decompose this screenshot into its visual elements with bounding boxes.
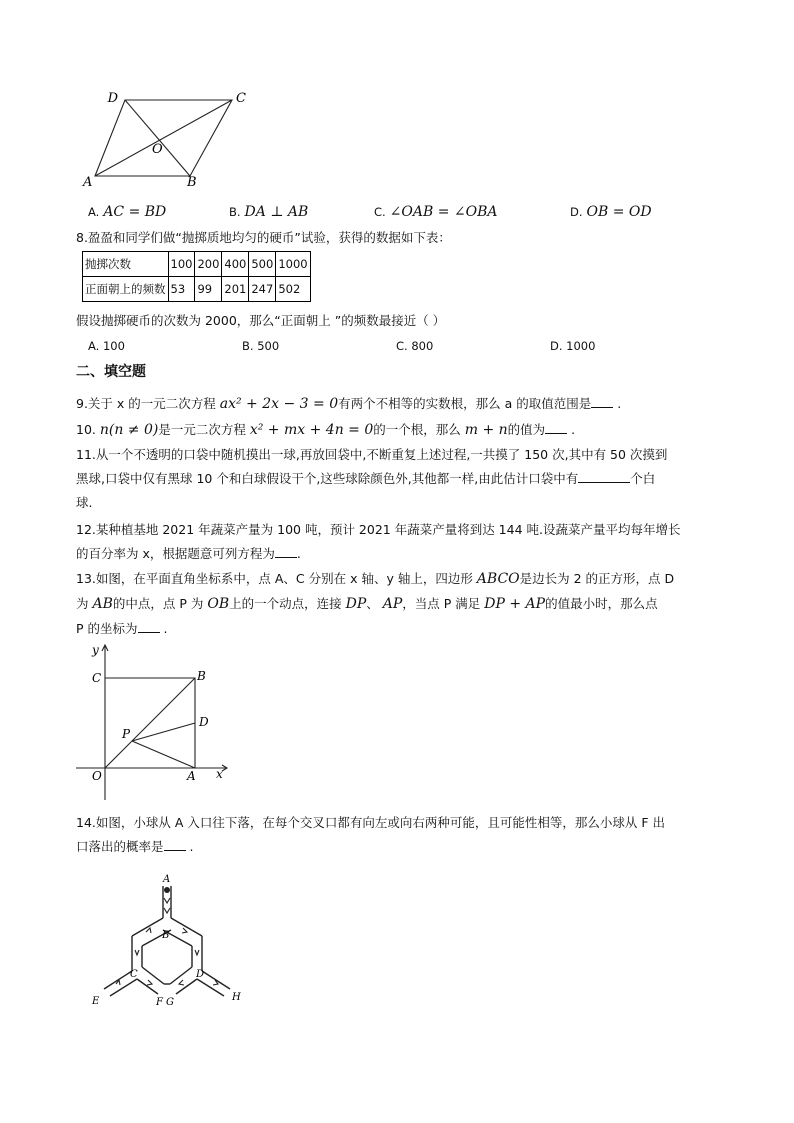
label-C: C xyxy=(92,671,102,685)
q13-line1: 13.如图，在平面直角坐标系中，点 A、C 分别在 x 轴、y 轴上，四边形 ABCO是边长为 2 的正方形，点 D xyxy=(76,571,675,587)
section-title: 二、填空题 xyxy=(76,364,146,380)
label-H: H xyxy=(232,992,241,1003)
answer-blank[interactable] xyxy=(138,632,160,633)
q12-line1: 12.某种植基地 2021 年蔬菜产量为 100 吨，预计 2021 年蔬菜产量将到达 144 吨.设蔬菜产量平均每年增长 xyxy=(76,522,681,537)
label-D: D xyxy=(196,969,205,980)
parallelogram-figure xyxy=(80,88,250,192)
label-D: D xyxy=(107,91,118,106)
q8-stem: 8.盈盈和同学们做“抛掷质地均匀的硬币”试验，获得的数据如下表： xyxy=(76,230,451,245)
label-B: B xyxy=(187,175,197,190)
q7-option-a[interactable]: A. AC = BD xyxy=(88,204,167,220)
ball-pipe-figure xyxy=(90,874,250,1009)
label-A: A xyxy=(187,769,196,783)
label-y: y xyxy=(92,643,99,657)
q11-line3: 球. xyxy=(76,495,93,510)
table-row xyxy=(83,277,311,302)
answer-blank[interactable] xyxy=(164,850,186,851)
label-O: O xyxy=(152,142,163,157)
table-cell: 200 xyxy=(195,252,222,277)
table-cell: 502 xyxy=(276,277,310,302)
label-O: O xyxy=(92,769,102,783)
q8-option-c[interactable]: C. 800 xyxy=(396,339,434,353)
coordinate-square-figure xyxy=(70,640,240,802)
table-cell: 500 xyxy=(249,252,276,277)
answer-blank[interactable] xyxy=(275,557,297,558)
label-C: C xyxy=(130,969,138,980)
table-cell: 53 xyxy=(168,277,195,302)
q13-line3: P 的坐标为 . xyxy=(76,621,168,636)
table-cell: 99 xyxy=(195,277,222,302)
table-cell: 201 xyxy=(222,277,249,302)
q8-option-d[interactable]: D. 1000 xyxy=(550,339,596,353)
label-P: P xyxy=(122,727,131,741)
q11-line2: 黑球,口袋中仅有黑球 10 个和白球假设干个,这些球除颜色外,其他都一样,由此估计口袋中有 个白 xyxy=(76,471,656,486)
answer-blank[interactable] xyxy=(578,482,630,483)
q13-line2: 为 AB的中点，点 P 为 OB上的一个动点，连接 DP、 AP，当点 P 满足 DP + AP的值最小时，那么点 xyxy=(76,596,658,612)
answer-blank[interactable] xyxy=(545,433,567,434)
table-header-cell: 正面朝上的频数 xyxy=(83,277,169,302)
q14-line2: 口落出的概率是 . xyxy=(76,839,194,854)
label-E: E xyxy=(92,996,100,1007)
label-A: A xyxy=(83,175,93,190)
label-B: B xyxy=(197,669,206,683)
table-cell: 400 xyxy=(222,252,249,277)
q8-option-a[interactable]: A. 100 xyxy=(88,339,125,353)
answer-blank[interactable] xyxy=(591,407,613,408)
q10-text: 10. n(n ≠ 0)是一元二次方程 x² + mx + 4n = 0的一个根，那么 m + n的值为 . xyxy=(76,422,576,438)
q12-line2: 的百分率为 x，根据题意可列方程为 . xyxy=(76,546,301,561)
table-row xyxy=(83,252,311,277)
label-D: D xyxy=(199,715,209,729)
table-cell: 100 xyxy=(168,252,195,277)
table-cell: 247 xyxy=(249,277,276,302)
q14-line1: 14.如图，小球从 A 入口往下落，在每个交叉口都有向左或向右两种可能，且可能性相等，那么小球从 F 出 xyxy=(76,815,666,830)
table-header-cell: 抛掷次数 xyxy=(83,252,169,277)
label-B: B xyxy=(162,930,170,941)
label-C: C xyxy=(236,91,246,106)
table-cell: 1000 xyxy=(276,252,310,277)
label-G: G xyxy=(166,997,174,1008)
q7-option-d[interactable]: D. OB = OD xyxy=(570,204,652,220)
q8-option-b[interactable]: B. 500 xyxy=(242,339,280,353)
label-F: F xyxy=(156,997,163,1008)
q11-line1: 11.从一个不透明的口袋中随机摸出一球,再放回袋中,不断重复上述过程,一共摸了 150 次,其中有 50 次摸到 xyxy=(76,447,668,462)
q7-option-b[interactable]: B. DA ⊥ AB xyxy=(229,204,309,220)
q7-option-c[interactable]: C. ∠OAB = ∠OBA xyxy=(374,204,498,220)
q8-question: 假设抛掷硬币的次数为 2000，那么“正面朝上 ”的频数最接近（ ） xyxy=(76,313,446,328)
q8-frequency-table xyxy=(82,251,311,302)
q9-text: 9.关于 x 的一元二次方程 ax² + 2x − 3 = 0有两个不相等的实数根，那么 a 的取值范围是 . xyxy=(76,396,622,412)
label-A: A xyxy=(163,874,171,885)
label-x: x xyxy=(216,767,223,781)
